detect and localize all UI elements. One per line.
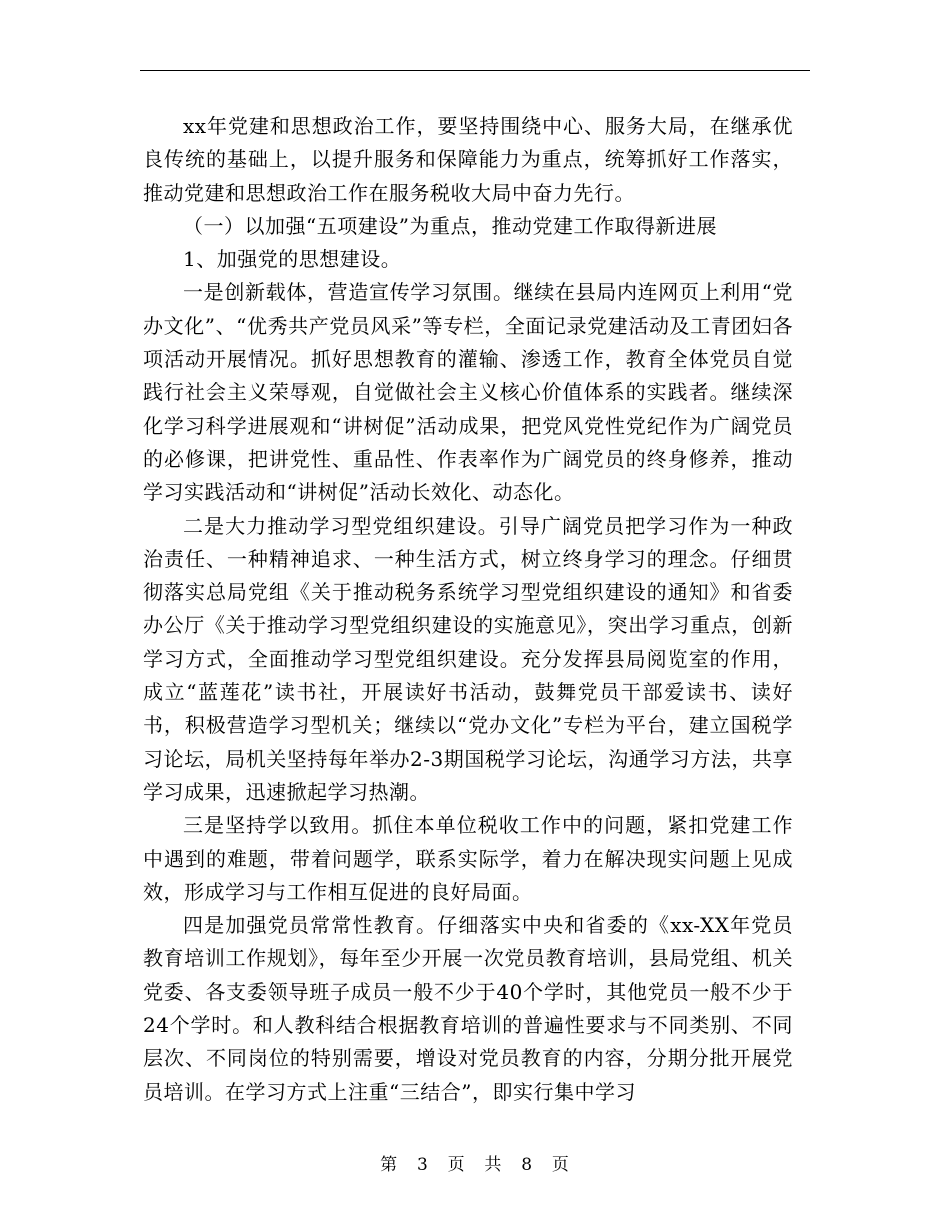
- footer-label-total: 共: [484, 1155, 503, 1175]
- paragraph-point-one: 一是创新载体，营造宣传学习氛围。继续在县局内连网页上利用“党办文化”、“优秀共产党员风采”等专栏，全面记录党建活动及工青团妇各项活动开展情况。抓好思想教育的灌输、渗透工作，教育全体党员自觉践行社会主义荣辱观，自觉做社会主义核心价值体系的实践者。继续深化学习科学进展观和“讲树促”活动成果，把党风党性党纪作为广阔党员的必修课，把讲党性、重品性、作表率作为广阔党员的终身修养，推动学习实践活动和“讲树促”活动长效化、动态化。: [143, 280, 793, 505]
- footer-current-page: 3: [416, 1155, 429, 1175]
- body-text: [143, 110, 793, 1109]
- page-footer: [0, 1150, 950, 1175]
- paragraph-point-two: 二是大力推动学习型党组织建设。引导广阔党员把学习作为一种政治责任、一种精神追求、一种生活方式，树立终身学习的理念。仔细贯彻落实总局党组《关于推动税务系统学习型党组织建设的通知》和省委办公厅《关于推动学习型党组织建设的实施意见》，突出学习重点，创新学习方式，全面推动学习型党组织建设。充分发挥县局阅览室的作用，成立“蓝莲花”读书社，开展读好书活动，鼓舞党员干部爱读书、读好书，积极营造学习型机关；继续以“党办文化”专栏为平台，建立国税学习论坛，局机关坚持每年举办2-3期国税学习论坛，沟通学习方法，共享学习成果，迅速掀起学习热潮。: [143, 513, 793, 804]
- footer-label-suffix: 页: [551, 1155, 570, 1175]
- section-heading: （一）以加强“五项建设”为重点，推动党建工作取得新进展: [183, 213, 717, 238]
- paragraph-intro: xx年党建和思想政治工作，要坚持围绕中心、服务大局，在继承优良传统的基础上，以提升服务和保障能力为重点，统筹抓好工作落实，推动党建和思想政治工作在服务税收大局中奋力先行。: [143, 114, 793, 205]
- footer-label-prefix: 第: [380, 1155, 399, 1175]
- subsection-heading: 1、加强党的思想建设。: [183, 247, 402, 272]
- paragraph-point-four: 四是加强党员常常性教育。仔细落实中央和省委的《xx-XX年党员教育培训工作规划》，每年至少开展一次党员教育培训，县局党组、机关党委、各支委领导班子成员一般不少于40个学时，其他党员一般不少于24个学时。和人教科结合根据教育培训的普遍性要求与不同类别、不同层次、不同岗位的特别需要，增设对党员教育的内容，分期分批开展党员培训。在学习方式上注重“三结合”，即实行集中学习: [143, 913, 793, 1104]
- header-rule: [140, 70, 810, 71]
- footer-total-pages: 8: [521, 1155, 534, 1175]
- footer-label-page: 页: [447, 1155, 466, 1175]
- paragraph-point-three: 三是坚持学以致用。抓住本单位税收工作中的问题，紧扣党建工作中遇到的难题，带着问题学，联系实际学，着力在解决现实问题上见成效，形成学习与工作相互促进的良好局面。: [143, 813, 793, 904]
